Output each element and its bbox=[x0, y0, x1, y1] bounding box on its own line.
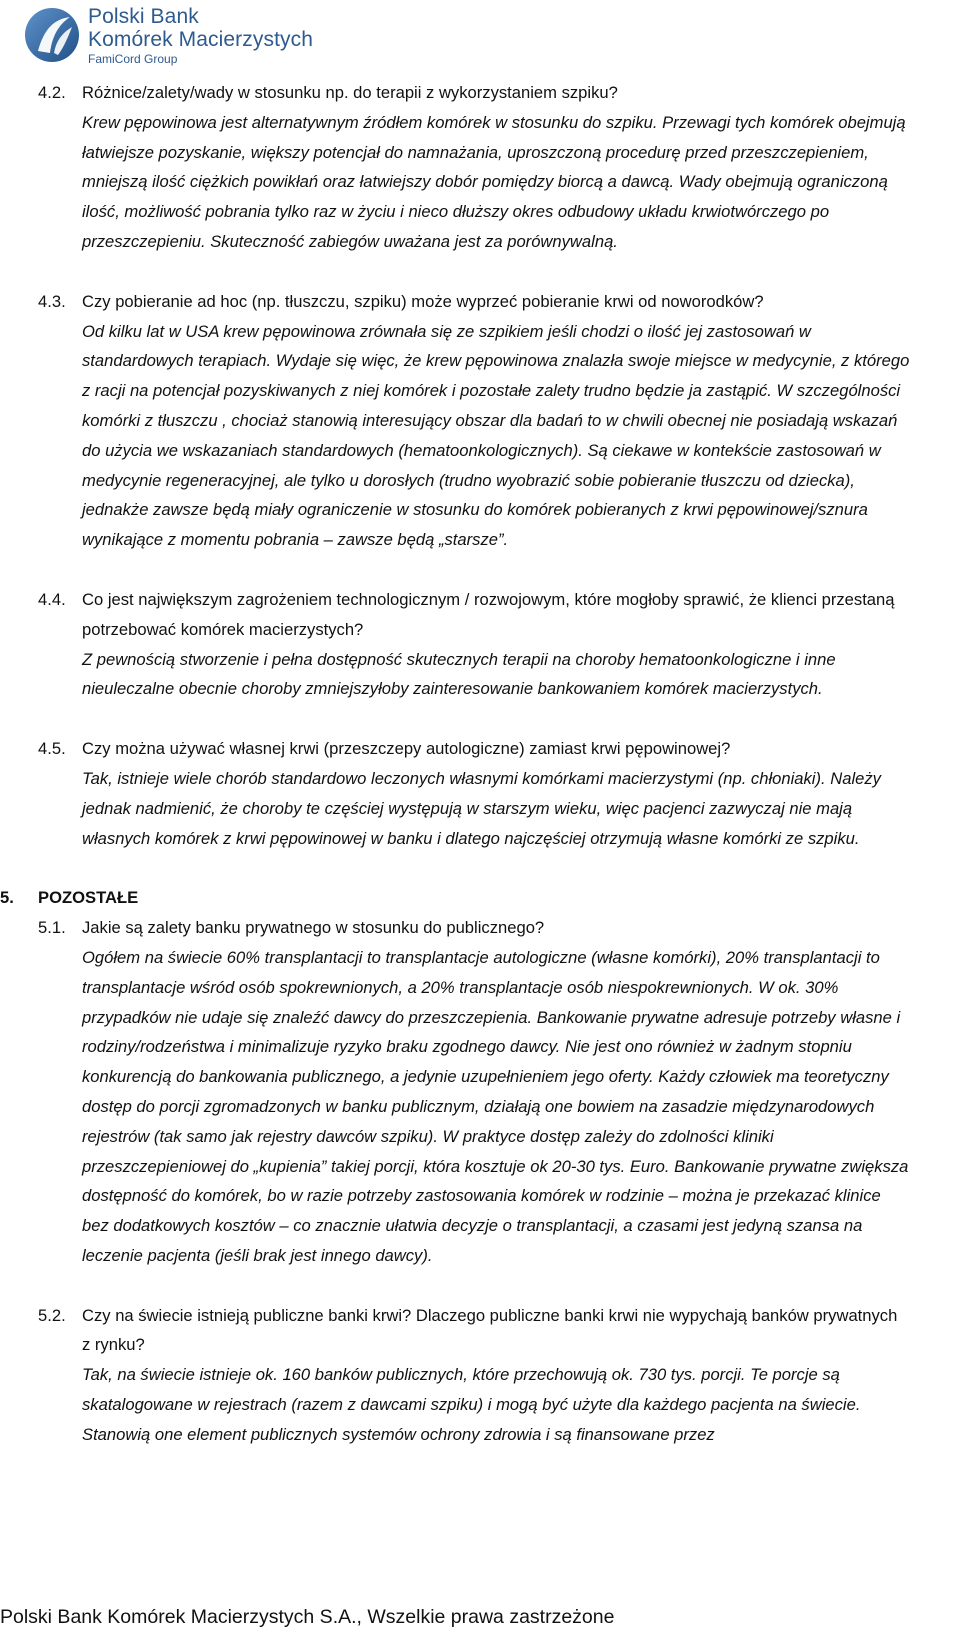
qa-item bbox=[0, 585, 960, 704]
answer: Krew pępowinowa jest alternatywnym źródłem komórek w stosunku do szpiku. Przewagi tych komórek obejmują łatwiejsze pozyskanie, większy potencjał do namnażania, uproszczoną procedurę przed przeszczepieniem, mniejszą ilość ciężkich powikłań oraz łatwiejszy dobór pomiędzy biorcą a dawcą. Wady obejmują ograniczoną ilość, możliwość pobrania tylko raz w życiu i nieco dłuższy okres odbudowy układu krwiotwórczego po przeszczepieniu. Skuteczność zabiegów uważana jest za porównywalną. bbox=[82, 112, 906, 251]
question: Czy można używać własnej krwi (przeszczepy autologiczne) zamiast krwi pępowinowej? bbox=[82, 739, 731, 759]
qa-item bbox=[0, 734, 960, 853]
logo-line1: Polski Bank bbox=[88, 4, 199, 28]
item-number: 4.3. bbox=[38, 291, 66, 311]
question: Jakie są zalety banku prywatnego w stosunku do publicznego? bbox=[82, 918, 545, 938]
qa-item bbox=[0, 913, 960, 1271]
footer: Polski Bank Komórek Macierzystych S.A., Wszelkie prawa zastrzeżone bbox=[0, 1606, 615, 1628]
question: Czy pobieranie ad hoc (np. tłuszczu, szpiku) może wyprzeć pobieranie krwi od noworodków? bbox=[82, 291, 764, 311]
pbkm-logo-icon bbox=[24, 7, 80, 63]
answer: Tak, istnieje wiele chorób standardowo leczonych własnymi komórkami macierzystymi (np. chłoniaki). Należy jednak nadmienić, że choroby te częściej występują w starszym wieku, więc pacjenci zazwyczaj nie mają własnych komórek z krwi pępowinowej w banku i dlatego najczęściej otrzymują własne komórki ze szpiku. bbox=[82, 768, 881, 848]
logo-line2: Komórek Macierzystych bbox=[88, 27, 313, 51]
qa-item bbox=[0, 1301, 960, 1450]
question: Różnice/zalety/wady w stosunku np. do terapii z wykorzystaniem szpiku? bbox=[82, 83, 618, 102]
logo-line3: FamiCord Group bbox=[88, 51, 178, 66]
question: Czy na świecie istnieją publiczne banki krwi? Dlaczego publiczne banki krwi nie wypychają banków prywatnych z rynku? bbox=[82, 1305, 898, 1355]
answer: Z pewnością stworzenie i pełna dostępność skutecznych terapii na choroby hematoonkologiczne i inne nieuleczalne obecnie choroby zmniejszyłoby zainteresowanie bankowaniem komórek macierzystych. bbox=[82, 649, 836, 699]
question: Co jest największym zagrożeniem technologicznym / rozwojowym, które mogłoby sprawić, że klienci przestaną potrzebować komórek macierzystych? bbox=[82, 589, 895, 639]
document-body bbox=[0, 78, 960, 1450]
logo bbox=[24, 6, 313, 64]
item-number: 5.1. bbox=[38, 918, 66, 938]
item-number: 4.4. bbox=[38, 589, 66, 609]
qa-item bbox=[0, 78, 960, 257]
qa-item bbox=[0, 287, 960, 555]
section-heading bbox=[0, 883, 960, 913]
section-title: POZOSTAŁE bbox=[38, 888, 139, 908]
answer: Tak, na świecie istnieje ok. 160 banków publicznych, które przechowują ok. 730 tys. porcji. Te porcje są skatalogowane w rejestrach (razem z dawcami szpiku) i mogą być użyte dla każdego pacjenta na świecie. Stanowią one element publicznych systemów ochrony zdrowia i są finansowane przez bbox=[82, 1365, 861, 1444]
item-number: 4.5. bbox=[38, 739, 66, 759]
answer: Od kilku lat w USA krew pępowinowa zrównała się ze szpikiem jeśli chodzi o ilość jej zastosowań w standardowych terapiach. Wydaje się więc, że krew pępowinowa znalazła swoje miejsce w medycynie, z którego z racji na potencjał pozyskiwanych z niej komórek i pozostałe zalety trudno będzie ja zastąpić. W szczególności komórki z tłuszczu , chociaż stanowią interesujący obszar dla badań to w chwili obecnej nie posiadają wskazań do użycia we wskazaniach standardowych (hematoonkologicznych). Są ciekawe w kontekście zastosowań w medycynie regeneracyjnej, ale tylko u dorosłych (trudno wyobrazić sobie pobieranie tłuszczu od dziecka), jednakże zawsze będą miały ograniczenie w stosunku do komórek pobieranych z krwi pępowinowej/sznura wynikające z momentu pobrania – zawsze będą „starsze”. bbox=[82, 321, 910, 550]
item-number: 4.2. bbox=[38, 83, 66, 102]
answer: Ogółem na świecie 60% transplantacji to transplantacje autologiczne (własne komórki), 20% transplantacji to transplantacje wśród osób spokrewnionych, a 20% transplantacje osób niespokrewnionych. W ok. 30% przypadków nie udaje się znaleźć dawcy do przeszczepienia. Bankowanie prywatne adresuje potrzeby własne i rodziny/rodzeństwa i minimalizuje ryzyko braku zgodnego dawcy. Nie jest ono również w żadnym stopniu konkurencją do bankowania publicznego, a jedynie uzupełnieniem jego oferty. Każdy człowiek ma teoretyczny dostęp do porcji zgromadzonych w banku publicznym, działają one bowiem na zasadzie międzynarodowych rejestrów (tak samo jak rejestry dawców szpiku). W praktyce dostęp zależy do zdolności kliniki przeszczepieniowej do „kupienia” takiej porcji, która kosztuje ok 20-30 tys. Euro. Bankowanie prywatne zwiększa dostępność do komórek, bo w razie potrzeby zastosowania komórek w rodzinie – można je przekazać klinice bez dodatkowych kosztów – co znacznie ułatwia decyzje o transplantacji, a czasami jest jedyną szansa na leczenie pacjenta (jeśli brak jest innego dawcy). bbox=[82, 947, 909, 1265]
section-number: 5. bbox=[0, 888, 14, 908]
item-number: 5.2. bbox=[38, 1305, 66, 1325]
